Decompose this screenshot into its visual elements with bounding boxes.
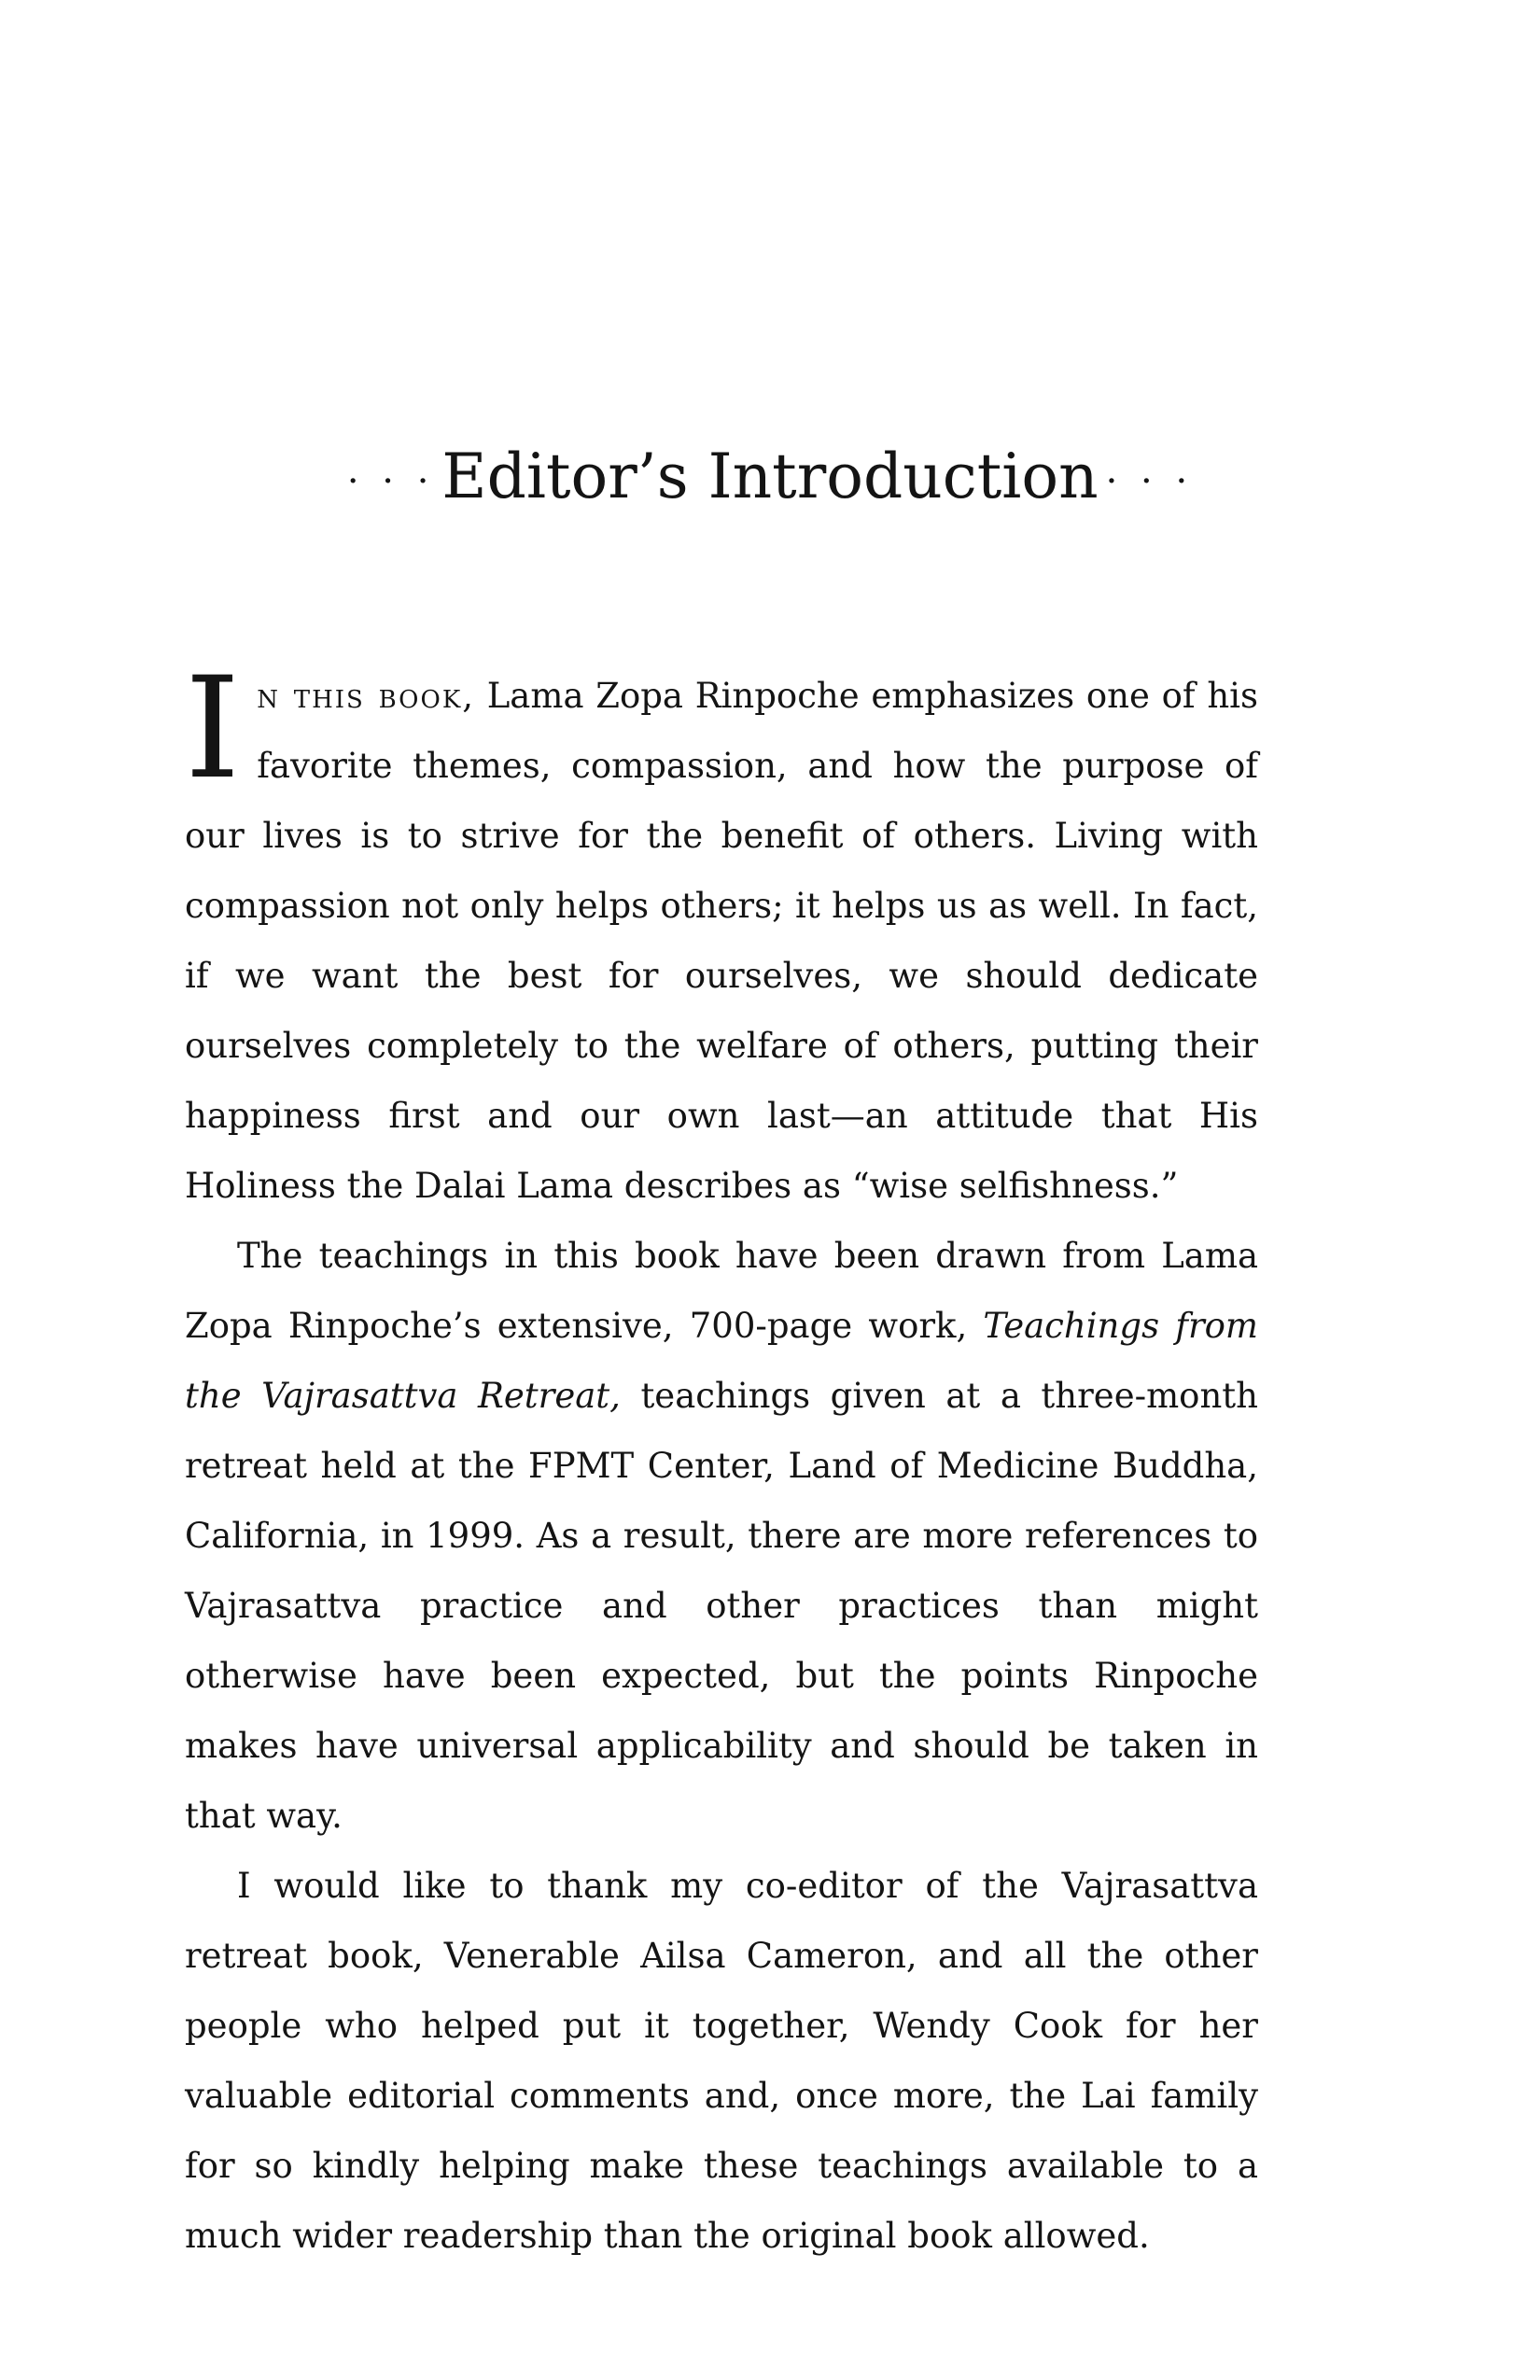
body-text	[185, 648, 1258, 2271]
drop-cap: I	[185, 648, 241, 810]
paragraph-2	[185, 1221, 1258, 1851]
paragraph-3	[185, 1851, 1258, 2271]
paragraph-2-text-b: teachings given at a three-month retreat held at the FPMT Center, Land of Medicine Buddha, California, in 1999. As a result, there are more references to Vajrasattva practice and other practices than might otherwise have been expected, but the points Rinpoche makes have universal applicability and should be taken in that way.	[185, 1376, 1258, 1836]
chapter-title	[0, 435, 1540, 524]
lead-in: n this book,	[257, 676, 475, 716]
paragraph-2-text-a: The teachings in this book have been drawn from Lama Zopa Rinpoche’s extensive, 700-page work,	[185, 1236, 1258, 1346]
paragraph-1	[185, 648, 1258, 1221]
paragraph-3-text: I would like to thank my co-editor of the Vajrasattva retreat book, Venerable Ailsa Cameron, and all the other people who helped put it together, Wendy Cook for her valuable editorial comments and, once more, the Lai family for so kindly helping make these teachings available to a much wider readership than the original book allowed.	[185, 1866, 1258, 2256]
paragraph-1-text: Lama Zopa Rinpoche emphasizes one of his favorite themes, compassion, and how the purpose of our lives is to strive for the benefit of others. Living with compassion not only helps others; it helps us as well. In fact, if we want the best for ourselves, we should dedicate ourselves completely to the welfare of others, putting their happiness first and our own last—an attitude that His Holiness the Dalai Lama describes as “wise selfishness.”	[185, 676, 1258, 1206]
book-title: Teachings from the Vajrasattva Retreat,	[185, 1306, 1258, 1416]
ornament-right: · · ·	[1105, 460, 1194, 503]
ornament-left: · · ·	[346, 460, 435, 503]
chapter-title-text: Editor’s Introduction	[441, 441, 1099, 512]
